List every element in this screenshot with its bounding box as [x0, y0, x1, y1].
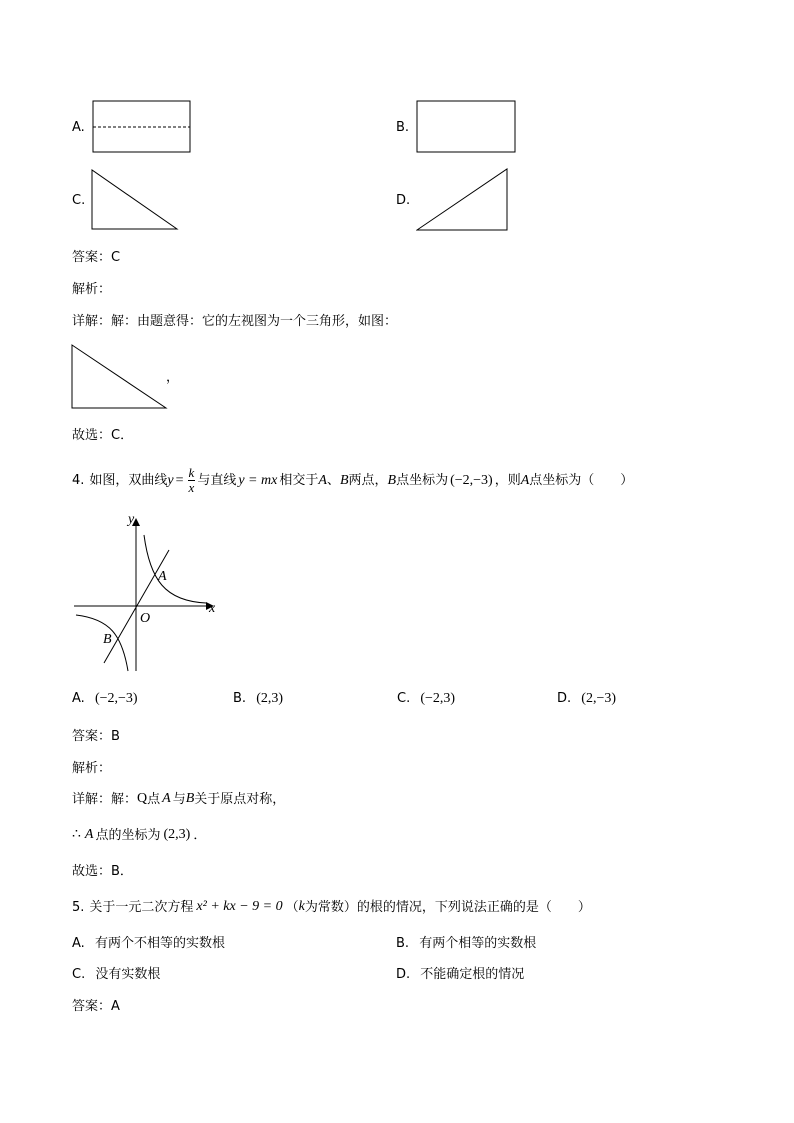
- question-5-stem: [72, 900, 591, 914]
- detail-prefix: 详解：解：: [72, 791, 138, 807]
- select-line: 故选：C．: [72, 428, 134, 443]
- option-letter: A.: [72, 120, 85, 135]
- fraction-denominator: x: [188, 480, 195, 496]
- select-line: 故选：B．: [72, 864, 133, 879]
- option-c-figure: [91, 169, 181, 231]
- stem-text: 与直线: [197, 473, 237, 489]
- option-a: [72, 937, 225, 950]
- option-letter: B.: [396, 936, 410, 951]
- detail-text: 点的坐标为: [95, 827, 161, 843]
- option-value: (2,−3): [581, 691, 617, 706]
- detail-line: 详解：解：由题意得：它的左视图为一个三角形，如图：: [72, 314, 398, 329]
- question-number: 5.: [72, 899, 85, 915]
- option-c: [72, 968, 160, 981]
- point-b-label: B: [185, 791, 195, 806]
- equals-sign: =: [175, 472, 184, 488]
- detail-text: 与: [172, 791, 186, 807]
- option-text: 有两个不相等的实数根: [94, 936, 225, 951]
- option-b: [396, 937, 536, 950]
- option-letter: C.: [72, 967, 86, 982]
- option-d: [557, 692, 616, 706]
- answer-line: 答案：C: [72, 250, 121, 265]
- y-axis-label: y: [128, 512, 135, 527]
- stem-text: 点坐标为（ ）: [529, 473, 634, 489]
- point-a-label: A: [84, 827, 94, 842]
- option-letter: B.: [233, 691, 247, 706]
- option-a-figure: [92, 100, 192, 154]
- x-axis-label: x: [209, 601, 216, 616]
- option-b: [233, 692, 283, 706]
- equation: x² + kx − 9 = 0: [196, 899, 283, 914]
- variable-k: k: [298, 899, 305, 914]
- stem-text: 两点，: [348, 473, 388, 489]
- variable-y: y: [167, 472, 174, 488]
- b-coordinate: (−2,−3): [450, 472, 493, 488]
- stem-text: 相交于: [279, 473, 319, 489]
- option-a: [72, 692, 138, 706]
- detail-text: 点: [147, 791, 161, 807]
- option-text: 有两个相等的实数根: [419, 936, 537, 951]
- fraction-numerator: k: [188, 465, 195, 480]
- option-d: [396, 968, 524, 981]
- option-letter: C.: [397, 691, 411, 706]
- option-text: 没有实数根: [95, 967, 161, 982]
- separator: 、: [326, 473, 340, 489]
- option-value: (−2,−3): [94, 691, 138, 706]
- detail-period: ．: [193, 827, 207, 843]
- option-value: (2,3): [256, 691, 284, 706]
- option-d-figure: [416, 168, 510, 232]
- point-a-label: A: [162, 791, 171, 806]
- option-letter: B.: [396, 120, 410, 135]
- option-text: 不能确定根的情况: [420, 967, 525, 982]
- option-letter: D.: [396, 967, 411, 982]
- option-value: (−2,3): [420, 691, 456, 706]
- line-equation: y = mx: [238, 472, 278, 488]
- point-a-label: A: [520, 472, 530, 488]
- analysis-label: 解析：: [72, 761, 112, 776]
- question-number: 4.: [72, 473, 85, 489]
- analysis-label: 解析：: [72, 282, 112, 297]
- option-letter: C.: [72, 193, 86, 208]
- option-letter: A.: [72, 691, 85, 706]
- stem-text: 为常数）的根的情况，下列说法正确的是（ ）: [304, 899, 591, 915]
- stem-text: 如图，双曲线: [89, 473, 168, 489]
- fraction-k-over-x: [188, 466, 196, 496]
- option-letter: D.: [557, 691, 572, 706]
- hyperbola-line-graph: [70, 505, 230, 675]
- point-b-label: B: [339, 472, 349, 488]
- stem-text: 点坐标为: [396, 473, 449, 489]
- option-b-figure: [416, 100, 518, 154]
- because-symbol: Q: [137, 791, 148, 806]
- option-c: [397, 692, 455, 706]
- stem-text: （: [285, 899, 299, 915]
- point-b-graph-label: B: [103, 632, 112, 647]
- question-4-stem: [72, 466, 633, 496]
- conclusion-line: [72, 828, 206, 842]
- answer-line: 答案：B: [72, 729, 120, 744]
- stem-text: 关于一元二次方程: [89, 899, 194, 915]
- left-view-triangle-figure: [71, 344, 171, 411]
- option-letter: D.: [396, 193, 411, 208]
- stem-text: ，则: [494, 473, 521, 489]
- a-coordinate: (2,3): [163, 827, 191, 842]
- answer-line: 答案：A: [72, 999, 120, 1014]
- point-a-label: A: [318, 472, 327, 488]
- point-b-label: B: [387, 472, 397, 488]
- detail-text: 关于原点对称，: [194, 791, 286, 807]
- origin-label: O: [140, 611, 151, 626]
- detail-comma: ，: [166, 370, 180, 385]
- point-a-graph-label: A: [158, 569, 167, 584]
- option-letter: A.: [72, 936, 85, 951]
- detail-line: [72, 792, 285, 806]
- therefore-symbol: ∴: [72, 827, 81, 842]
